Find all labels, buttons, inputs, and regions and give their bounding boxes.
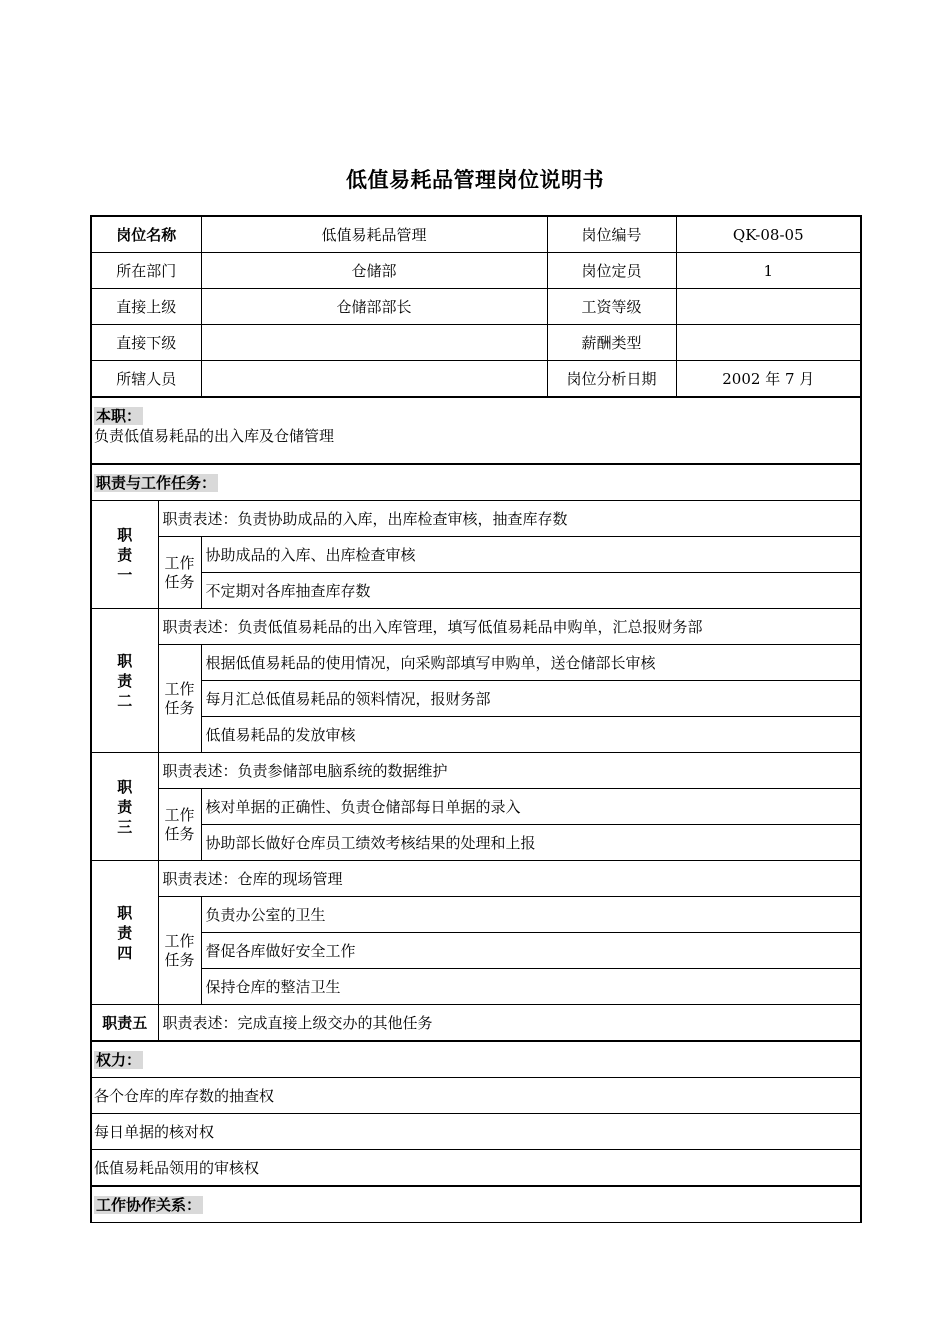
- authority-item-row: [91, 1150, 861, 1187]
- duty-4-task-row: [91, 969, 861, 1005]
- row-cooperation-heading: [91, 1186, 861, 1223]
- row-position-name: [91, 216, 861, 253]
- duty-1-task-row: [91, 537, 861, 573]
- row-superior: [91, 289, 861, 325]
- duty-4-name: 职 责 四: [91, 861, 158, 1005]
- duty-2-statement-row: [91, 609, 861, 645]
- cooperation-heading-cell: [91, 1186, 861, 1223]
- authority-item-row: [91, 1078, 861, 1114]
- duty-4-task-2: 督促各库做好安全工作: [201, 933, 861, 969]
- row-staff: [91, 361, 861, 398]
- duty-4-task-3: 保持仓库的整洁卫生: [201, 969, 861, 1005]
- duty-2-task-row: [91, 717, 861, 753]
- duty-2-task-2: 每月汇总低值易耗品的领料情况，报财务部: [201, 681, 861, 717]
- salary-grade-label: 工资等级: [547, 289, 676, 325]
- authority-label: 权力：: [96, 1051, 142, 1069]
- duty-4-statement-row: [91, 861, 861, 897]
- duty-1-task-2: 不定期对各库抽查库存数: [201, 573, 861, 609]
- duty-2-task-row: [91, 681, 861, 717]
- duties-heading-label: 职责与工作任务：: [96, 474, 217, 492]
- superior-value: 仓储部部长: [201, 289, 547, 325]
- duty-5-row: [91, 1005, 861, 1042]
- position-code-value: QK-08-05: [676, 216, 861, 253]
- authority-item-2: 每日单据的核对权: [91, 1114, 861, 1150]
- duty-3-task-label: 工作 任务: [158, 789, 201, 861]
- subordinate-value: [201, 325, 547, 361]
- core-duty-cell: [91, 397, 861, 464]
- row-core-duty: [91, 397, 861, 464]
- duty-3-task-2: 协助部长做好仓库员工绩效考核结果的处理和上报: [201, 825, 861, 861]
- row-authority-heading: [91, 1041, 861, 1078]
- pay-type-value: [676, 325, 861, 361]
- staff-value: [201, 361, 547, 398]
- duty-2-name: 职 责 二: [91, 609, 158, 753]
- duty-3-name: 职 责 三: [91, 753, 158, 861]
- duty-3-task-row: [91, 789, 861, 825]
- duty-3-statement: 职责表述：负责参储部电脑系统的数据维护: [158, 753, 861, 789]
- core-duty-label: 本职：: [96, 407, 142, 425]
- analysis-date-value: 2002 年 7 月: [676, 361, 861, 398]
- duty-3-statement-row: [91, 753, 861, 789]
- duties-heading-cell: [91, 464, 861, 501]
- core-duty-text: 负责低值易耗品的出入库及仓储管理: [94, 427, 335, 445]
- job-description-table: [90, 215, 862, 1223]
- duty-2-task-3: 低值易耗品的发放审核: [201, 717, 861, 753]
- duty-5-name: 职责五: [91, 1005, 158, 1042]
- cooperation-label: 工作协作关系：: [96, 1196, 202, 1214]
- duty-5-statement: 职责表述：完成直接上级交办的其他任务: [158, 1005, 861, 1042]
- duty-1-name: 职 责 一: [91, 501, 158, 609]
- superior-label: 直接上级: [91, 289, 201, 325]
- duty-1-task-1: 协助成品的入库、出库检查审核: [201, 537, 861, 573]
- authority-heading-cell: [91, 1041, 861, 1078]
- row-subordinate: [91, 325, 861, 361]
- duty-2-task-1: 根据低值易耗品的使用情况，向采购部填写申购单，送仓储部长审核: [201, 645, 861, 681]
- duty-2-statement: 职责表述：负责低值易耗品的出入库管理，填写低值易耗品申购单，汇总报财务部: [158, 609, 861, 645]
- headcount-label: 岗位定员: [547, 253, 676, 289]
- row-department: [91, 253, 861, 289]
- page-title: 低值易耗品管理岗位说明书: [346, 168, 604, 192]
- department-label: 所在部门: [91, 253, 201, 289]
- duty-1-task-label: 工作 任务: [158, 537, 201, 609]
- authority-item-row: [91, 1114, 861, 1150]
- duty-4-task-label: 工作 任务: [158, 897, 201, 1005]
- position-name-value: 低值易耗品管理: [201, 216, 547, 253]
- duty-2-task-label: 工作 任务: [158, 645, 201, 753]
- authority-item-1: 各个仓库的库存数的抽查权: [91, 1078, 861, 1114]
- duty-3-task-row: [91, 825, 861, 861]
- position-name-label: 岗位名称: [91, 216, 201, 253]
- duty-1-statement: 职责表述：负责协助成品的入库，出库检查审核，抽查库存数: [158, 501, 861, 537]
- duty-4-statement: 职责表述：仓库的现场管理: [158, 861, 861, 897]
- duty-4-task-1: 负责办公室的卫生: [201, 897, 861, 933]
- pay-type-label: 薪酬类型: [547, 325, 676, 361]
- department-value: 仓储部: [201, 253, 547, 289]
- subordinate-label: 直接下级: [91, 325, 201, 361]
- headcount-value: 1: [676, 253, 861, 289]
- duty-4-task-row: [91, 897, 861, 933]
- staff-label: 所辖人员: [91, 361, 201, 398]
- position-code-label: 岗位编号: [547, 216, 676, 253]
- analysis-date-label: 岗位分析日期: [547, 361, 676, 398]
- row-duties-heading: [91, 464, 861, 501]
- authority-item-3: 低值易耗品领用的审核权: [91, 1150, 861, 1187]
- salary-grade-value: [676, 289, 861, 325]
- duty-2-task-row: [91, 645, 861, 681]
- duty-1-task-row: [91, 573, 861, 609]
- duty-1-statement-row: [91, 501, 861, 537]
- duty-4-task-row: [91, 933, 861, 969]
- duty-3-task-1: 核对单据的正确性、负责仓储部每日单据的录入: [201, 789, 861, 825]
